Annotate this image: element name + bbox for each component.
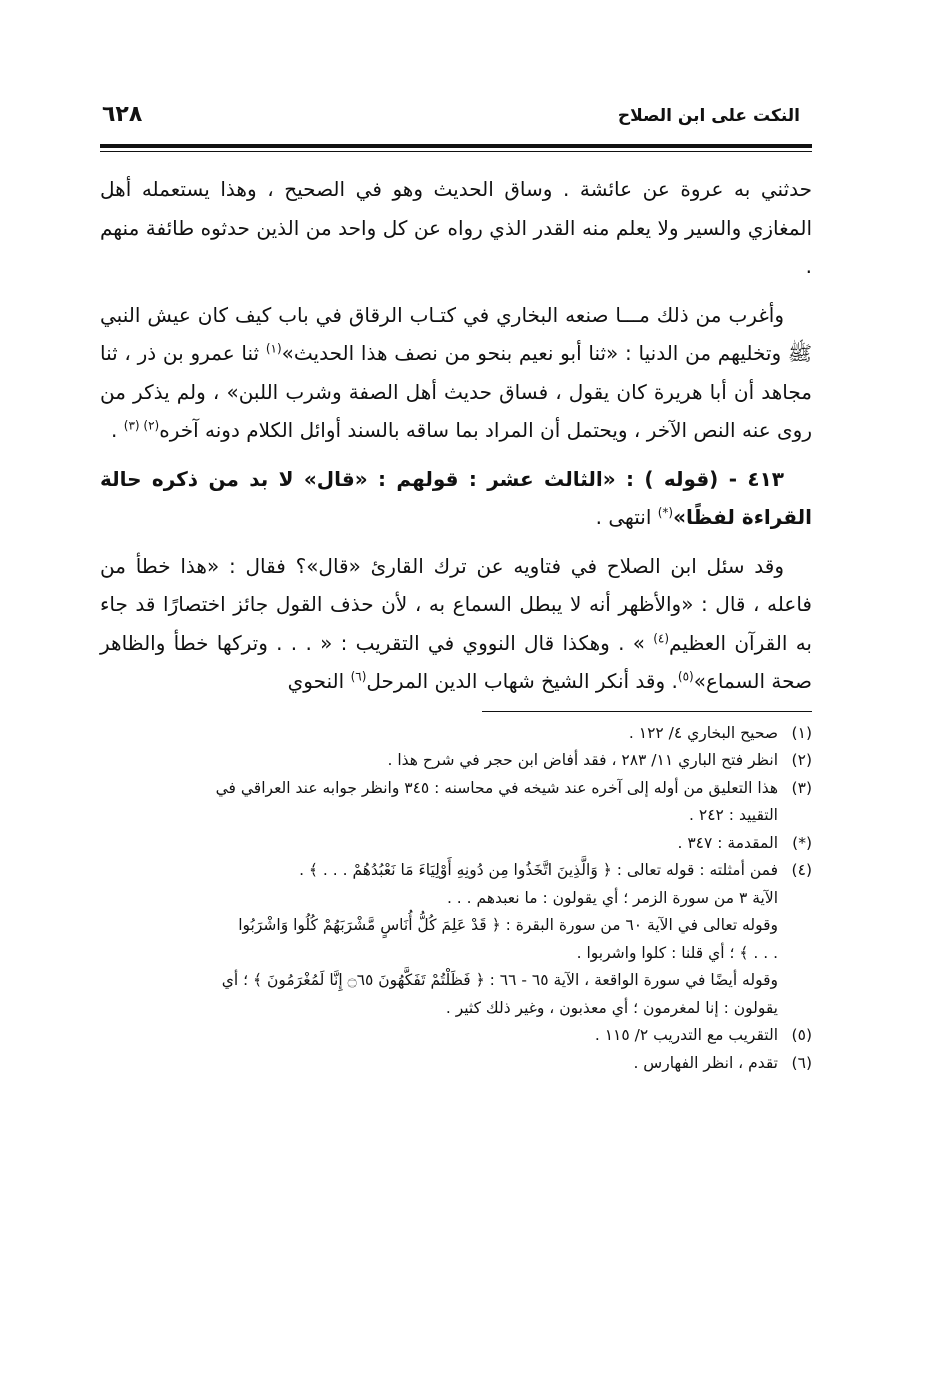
- section-413-heading: ٤١٣ - (قوله ) : «الثالث عشر : قولهم : «قال» لا بد من ذكره حالة القراءة لفظًا»: [100, 466, 812, 529]
- footnote-number: (٢): [791, 751, 812, 769]
- footnote-number: (٤): [791, 861, 812, 879]
- page: [100, 100, 812, 1077]
- running-header: [100, 100, 812, 134]
- footnote-text: الآية ٣ من سورة الزمر ؛ أي يقولون : ما نعبدهم . . .: [446, 888, 778, 907]
- footnote-4: [100, 857, 812, 1022]
- main-text: [100, 170, 812, 701]
- paragraph-1-text: حدثني به عروة عن عائشة . وساق الحديث وهو في الصحيح ، وهذا يستعمله أهل المغازي والسير ولا يعلم منه القدر الذي رواه عن كل واحد من الذين حدثوه طائفة منهم .: [100, 177, 812, 278]
- footnote-5: [100, 1022, 812, 1050]
- footnote-text: انظر فتح الباري ١١/ ٢٨٣ ، فقد أفاض ابن حجر في شرح هذا .: [387, 751, 778, 769]
- footnote-text: . . . ﴾ ؛ أي قلنا : كلوا واشربوا .: [576, 943, 778, 962]
- footnote-text: وقوله أيضًا في سورة الواقعة ، الآية ٦٥ - ٦٦ : ﴿ فَظَلْتُمْ تَفَكَّهُونَ ۝٦٥ إِنَّا لَمُغْرَمُونَ ﴾ ؛ أي: [221, 971, 778, 989]
- footnote-text: هذا التعليق من أوله إلى آخره عند شيخه في محاسنه : ٣٤٥ وانظر جوابه عند العراقي في: [215, 778, 778, 797]
- footnote-1: [100, 720, 812, 748]
- footnote-number: (*): [792, 833, 812, 852]
- footnote-2: [100, 747, 812, 775]
- header-rule-thick: [100, 144, 812, 148]
- paragraph-2: [100, 296, 812, 450]
- paragraph-4-text-a: وقد سئل ابن الصلاح في فتاويه عن ترك القارئ «قال»؟ فقال : «هذا خطأ من فاعله ، قال : «والأظهر أنه لا يبطل السماع به ، لأن حذف القول جائز اختصارًا قد جاء به القرآن العظيم: [100, 553, 812, 655]
- page-number: ٦٢٨: [102, 102, 143, 127]
- footnote-ref-2-3: (٢) (٣): [123, 418, 160, 433]
- footnote-separator: [482, 711, 812, 712]
- footnote-ref-1: (١): [265, 341, 282, 356]
- paragraph-4-text-b: » . وهكذا قال النووي في التقريب : « . . . وتركها خطأ والظاهر صحة السماع»: [100, 630, 812, 693]
- footnotes: [100, 720, 812, 1078]
- footnote-text: التقييد : ٢٤٢ .: [689, 806, 778, 824]
- footnote-text: يقولون : إنا لمغرمون ؛ أي معذبون ، وغير ذلك كثير .: [445, 998, 778, 1017]
- paragraph-3: [100, 460, 812, 537]
- running-title: النكت على ابن الصلاح: [617, 106, 800, 126]
- footnote-text: تقدم ، انظر الفهارس .: [633, 1053, 778, 1072]
- footnote-number: (٥): [791, 1026, 812, 1044]
- paragraph-2-text-c: .: [111, 418, 124, 442]
- header-rule-thin: [100, 151, 812, 152]
- footnote-ref-4: (٤): [653, 630, 670, 645]
- footnote-3: [100, 775, 812, 830]
- footnote-text: وقوله تعالى في الآية ٦٠ من سورة البقرة : ﴿ قَدْ عَلِمَ كُلُّ أُنَاسٍ مَّشْرَبَهُمْ كُلُوا وَاشْرَبُوا: [238, 916, 778, 934]
- paragraph-3-text: انتهى .: [595, 505, 658, 529]
- paragraph-4-text-d: النحوي: [287, 669, 351, 693]
- footnote-text: فمن أمثلته : قوله تعالى : ﴿ وَالَّذِينَ اتَّخَذُوا مِن دُونِهِ أَوْلِيَاءَ مَا نَعْبُدُهُمْ . . . ﴾ .: [299, 861, 778, 879]
- footnote-number: (٣): [791, 778, 812, 797]
- paragraph-4-text-c: . وقد أنكر الشيخ شهاب الدين المرحل: [366, 669, 678, 693]
- footnote-text: التقريب مع التدريب ٢/ ١١٥ .: [594, 1026, 778, 1044]
- footnote-ref-5: (٥): [677, 669, 694, 684]
- footnote-text: صحيح البخاري ٤/ ١٢٢ .: [628, 723, 778, 742]
- footnote-star: [100, 830, 812, 858]
- footnote-6: [100, 1050, 812, 1078]
- footnote-ref-star: (*): [657, 505, 674, 520]
- footnote-text: المقدمة : ٣٤٧ .: [677, 833, 778, 852]
- footnote-ref-6: (٦): [350, 669, 367, 684]
- paragraph-2-text-a: وأغرب من ذلك مـــا صنعه البخاري في كتـاب الرقاق في باب كيف كان عيش النبي ﷺ وتخليهم من الدنيا : «ثنا أبو نعيم بنحو من نصف هذا الحديث»: [100, 302, 812, 365]
- footnote-number: (٦): [791, 1053, 812, 1072]
- footnote-number: (١): [791, 723, 812, 742]
- paragraph-1: [100, 170, 812, 286]
- paragraph-2-text-b: ثنا عمرو بن ذر ، ثنا مجاهد أن أبا هريرة كان يقول ، فساق حديث أهل الصفة وشرب اللبن» ، ولم يذكر من روى عنه النص الآخر ، ويحتمل أن المراد بما ساقه بالسند أوائل الكلام دونه آخره: [100, 341, 812, 442]
- paragraph-4: [100, 547, 812, 701]
